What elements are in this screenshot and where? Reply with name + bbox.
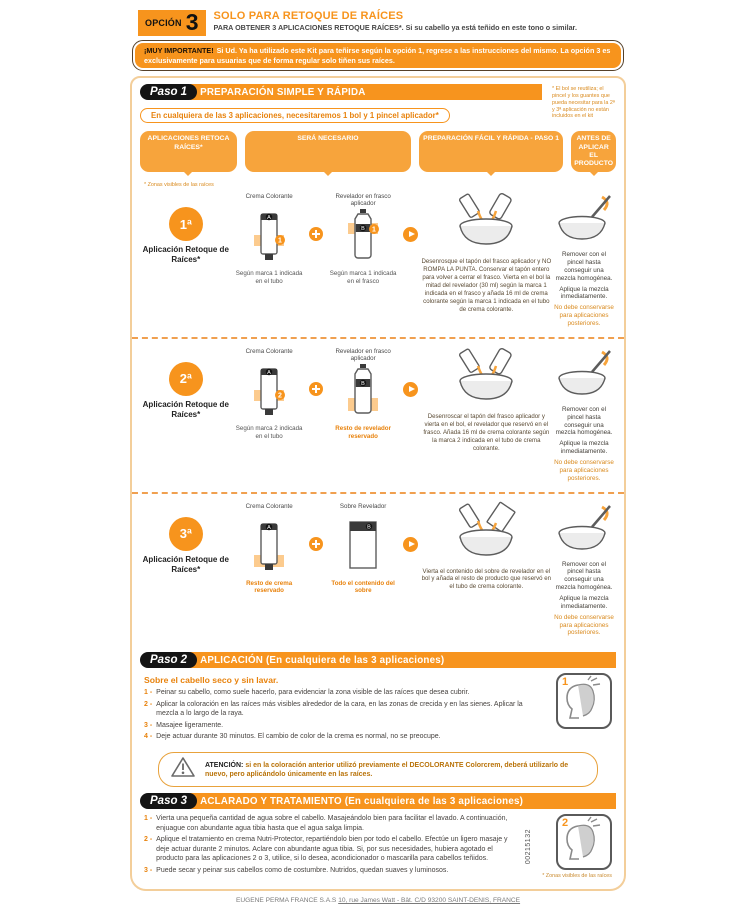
developer-bottle-icon bbox=[346, 226, 380, 267]
instruction-step: 4 - Deje actuar durante 30 minutos. El cambio de color de la crema es normal, no se preocupe. bbox=[144, 733, 441, 741]
column1-footnote: * Zonas visibles de las raíces bbox=[144, 182, 214, 189]
option-number: 3 bbox=[185, 9, 199, 35]
item-caption: Según marca 2 indicada en el tubo bbox=[235, 424, 303, 440]
head-rinse-illustration bbox=[556, 814, 612, 870]
paso1-banner: PREPARACIÓN SIMPLE Y RÁPIDA bbox=[190, 84, 542, 100]
instruction-step: 2 - Aplique el tratamiento en crema Nutri-Protector, repartiéndolo bien por todo el cabello. Efectúe un ligero masaje y deje actuar durante 2 minutos. Aclare con abundante agua tibia. Si, por sus necesidades, hubiera agotado el producto para las aplicaciones 2 o 3, utilice, si lo desea, acondicionador o mascarilla para cabellos teñidos. bbox=[144, 836, 508, 863]
svg-text:1: 1 bbox=[278, 237, 283, 245]
instruction-step: 3 - Masajee ligeramente. bbox=[144, 721, 224, 729]
before-apply-warning: No debe conservarse para aplicaciones posteriores. bbox=[554, 458, 614, 482]
paso2-step-badge: Paso 2 bbox=[140, 652, 197, 668]
bowl-pouring-icon bbox=[450, 548, 522, 565]
important-label: ¡MUY IMPORTANTE! bbox=[144, 46, 214, 55]
before-apply-text: Aplique la mezcla inmediatamente. bbox=[559, 594, 609, 610]
warning-text: si en la coloración anterior utilizó previamente el DECOLORANTE Colorcrem, deberá utilizarlo de nuevo, pero aplicándolo únicamente en las raíces. bbox=[205, 761, 569, 778]
paso1-column-headers bbox=[132, 125, 624, 172]
colorant-tube-icon bbox=[252, 370, 286, 422]
paso2-body bbox=[132, 668, 624, 747]
application-label: Aplicación Retoque de Raíces* bbox=[142, 399, 229, 420]
paso3-step-badge: Paso 3 bbox=[140, 793, 197, 809]
bowl-brush-icon bbox=[552, 230, 616, 247]
bowl-brush-icon bbox=[552, 540, 616, 557]
footer-address: 10, rue James Watt - Bât. C/D 93200 SAINT-DENIS, FRANCE bbox=[338, 897, 521, 904]
colorant-tube-icon bbox=[252, 524, 286, 577]
before-apply-text: Remover con el pincel hasta conseguir una mezcla homogénea. bbox=[555, 251, 613, 282]
bowl-brush-icon bbox=[552, 385, 616, 402]
warning-triangle-icon bbox=[171, 756, 195, 783]
before-apply-text: Aplique la mezcla inmediatamente. bbox=[559, 440, 609, 456]
next-arrow-icon bbox=[403, 537, 418, 552]
plus-icon bbox=[309, 382, 323, 396]
next-arrow-icon bbox=[403, 382, 418, 397]
paso3-header bbox=[140, 793, 616, 809]
application-number-badge: 3ª bbox=[169, 517, 203, 551]
item-title: Crema Colorante bbox=[245, 502, 293, 510]
before-apply-text: Remover con el pincel hasta conseguir una mezcla homogénea. bbox=[555, 405, 613, 437]
preparation-text: Vierta el contenido del sobre de revelador en el bol y añada el resto de producto que reservó en el tubo de crema colorante. bbox=[421, 567, 552, 591]
item-title: Sobre Revelador bbox=[339, 502, 387, 510]
paso1-header bbox=[132, 78, 624, 125]
preparation-text: Desenrosque el tapón del frasco aplicador y NO ROMPA LA PUNTA. Conservar el tapón entero para volver a cerrar el frasco. Vierta en el bol la mitad del revelador (30 ml) según la marca 1 indicada en el frasco y añada 16 ml de crema colorante según la marca 1 indicada en el tubo de crema colorante. bbox=[421, 258, 552, 313]
option-label: OPCIÓN bbox=[145, 17, 182, 28]
footer-company: EUGENE PERMA FRANCE S.A.S bbox=[235, 897, 337, 904]
application-number-badge: 2ª bbox=[169, 362, 203, 396]
important-text: Si Ud. Ya ha utilizado este Kit para teñirse según la opción 1, regrese a las instrucciones del mismo. La opción 3 es exclusivamente para usuarias que de forma regular solo tiñen sus raíces. bbox=[144, 46, 611, 65]
instruction-step: 2 - Aplicar la coloración en las raíces más visibles alrededor de la cara, en las zonas de crecida y en las sienes. Aplicar la mezcla a lo largo de la raya. bbox=[144, 700, 523, 718]
bowl-pouring-icon bbox=[450, 393, 522, 410]
page-subtitle: PARA OBTENER 3 APLICACIONES RETOQUE RAÍCES*. Si su cabello ya está teñido en este tono o similar. bbox=[213, 23, 577, 32]
warning-label: ATENCIÓN: bbox=[205, 761, 244, 769]
before-apply-text: Remover con el pincel hasta conseguir una mezcla homogénea. bbox=[555, 560, 613, 592]
paso2-header bbox=[140, 652, 616, 668]
item-caption: Todo el contenido del sobre bbox=[331, 579, 395, 595]
item-title: Crema Colorante bbox=[245, 347, 293, 355]
developer-sachet-icon bbox=[345, 524, 381, 577]
figure-number: 2 bbox=[562, 817, 569, 830]
svg-text:A: A bbox=[267, 524, 271, 531]
paso2-banner: APLICACIÓN (En cualquiera de las 3 aplicaciones) bbox=[190, 652, 616, 668]
plus-icon bbox=[309, 227, 323, 241]
bowl-pouring-icon bbox=[450, 238, 522, 255]
header bbox=[138, 10, 618, 36]
main-content-box bbox=[130, 76, 626, 891]
preparation-text: Desenroscar el tapón del frasco aplicador y vierta en el bol, el revelador que reservó en el frasco. Añada 16 ml de crema colorante según la marca 2 indicada en el tubo de crema colorante. bbox=[423, 412, 550, 452]
application-row-3 bbox=[132, 492, 624, 647]
footer bbox=[130, 897, 626, 904]
plus-icon bbox=[309, 537, 323, 551]
figure-number: 1 bbox=[562, 676, 569, 689]
application-label: Aplicación Retoque de Raíces* bbox=[142, 245, 229, 265]
svg-text:A: A bbox=[267, 215, 271, 222]
column-preparacion: PREPARACIÓN FÁCIL Y RÁPIDA - PASO 1 bbox=[419, 131, 563, 172]
paso2-subhead: Sobre el cabello seco y sin lavar. bbox=[144, 675, 279, 686]
developer-bottle-icon bbox=[346, 381, 380, 422]
item-caption: Resto de revelador reservado bbox=[335, 425, 391, 440]
before-apply-text: Aplique la mezcla inmediatamente. bbox=[559, 285, 609, 301]
column-antes-de-aplicar: ANTES DE APLICAR EL PRODUCTO bbox=[571, 131, 616, 172]
before-apply-warning: No debe conservarse para aplicaciones posteriores. bbox=[554, 304, 614, 327]
svg-text:B: B bbox=[361, 381, 365, 388]
column-aplicaciones: APLICACIONES RETOCA RAÍCES* bbox=[140, 131, 237, 172]
option-3-badge bbox=[138, 10, 206, 36]
svg-text:2: 2 bbox=[278, 392, 283, 400]
paso1-step-badge: Paso 1 bbox=[140, 84, 197, 100]
page-title: SOLO PARA RETOQUE DE RAÍCES bbox=[213, 10, 404, 22]
colorant-tube-icon bbox=[252, 215, 286, 267]
header-text bbox=[214, 10, 577, 32]
application-row-1 bbox=[132, 189, 624, 337]
paso1-footnote: * El bol se reutiliza; el pincel y los guantes que pueda necesitar para la 2ª y 3ª aplicación no están incluidos en el kit bbox=[552, 86, 615, 120]
item-caption: Según marca 1 indicada en el tubo bbox=[235, 270, 303, 285]
item-title: Revelador en frasco aplicador bbox=[335, 193, 391, 208]
item-title: Crema Colorante bbox=[245, 193, 293, 201]
instruction-step: 1 - Vierta una pequeña cantidad de agua sobre el cabello. Masajeándolo bien para facilitar el lavado. A continuación, enjuague con abundante agua tibia hasta que el agua salga limpia. bbox=[144, 815, 508, 832]
roots-footnote: * Zonas visibles de las raíces bbox=[542, 873, 612, 880]
leaflet-sheet bbox=[130, 8, 626, 904]
item-caption: Resto de crema reservado bbox=[246, 579, 293, 595]
important-notice bbox=[132, 40, 624, 71]
application-row-2 bbox=[132, 337, 624, 492]
svg-text:A: A bbox=[267, 370, 271, 377]
next-arrow-icon bbox=[403, 227, 418, 242]
head-application-illustration bbox=[556, 673, 612, 729]
application-number-badge: 1ª bbox=[169, 207, 203, 241]
print-reference-code: 00215132 bbox=[525, 829, 533, 865]
application-label: Aplicación Retoque de Raíces* bbox=[142, 554, 229, 574]
before-apply-warning: No debe conservarse para aplicaciones posteriores. bbox=[554, 613, 614, 637]
item-title: Revelador en frasco aplicador bbox=[335, 347, 391, 362]
warning-box bbox=[158, 752, 598, 787]
paso3-body bbox=[132, 809, 624, 883]
instruction-step: 3 - Puede secar y peinar sus cabellos como de costumbre. Nutridos, quedan suaves y luminosos. bbox=[144, 866, 449, 874]
instruction-step: 1 - Peinar su cabello, como suele hacerlo, para evidenciar la zona visible de las raíces que desea cubrir. bbox=[144, 689, 470, 697]
paso3-banner: ACLARADO Y TRATAMIENTO (En cualquiera de las 3 aplicaciones) bbox=[190, 793, 616, 809]
item-caption: Según marca 1 indicada en el frasco bbox=[329, 270, 397, 286]
svg-text:1: 1 bbox=[372, 226, 377, 234]
column-sera-necesario: SERÁ NECESARIO bbox=[245, 131, 411, 172]
svg-text:B: B bbox=[361, 226, 365, 233]
paso1-requirements-pill: En cualquiera de las 3 aplicaciones, necesitaremos 1 bol y 1 pincel aplicador* bbox=[140, 108, 450, 123]
svg-text:B: B bbox=[367, 524, 371, 531]
